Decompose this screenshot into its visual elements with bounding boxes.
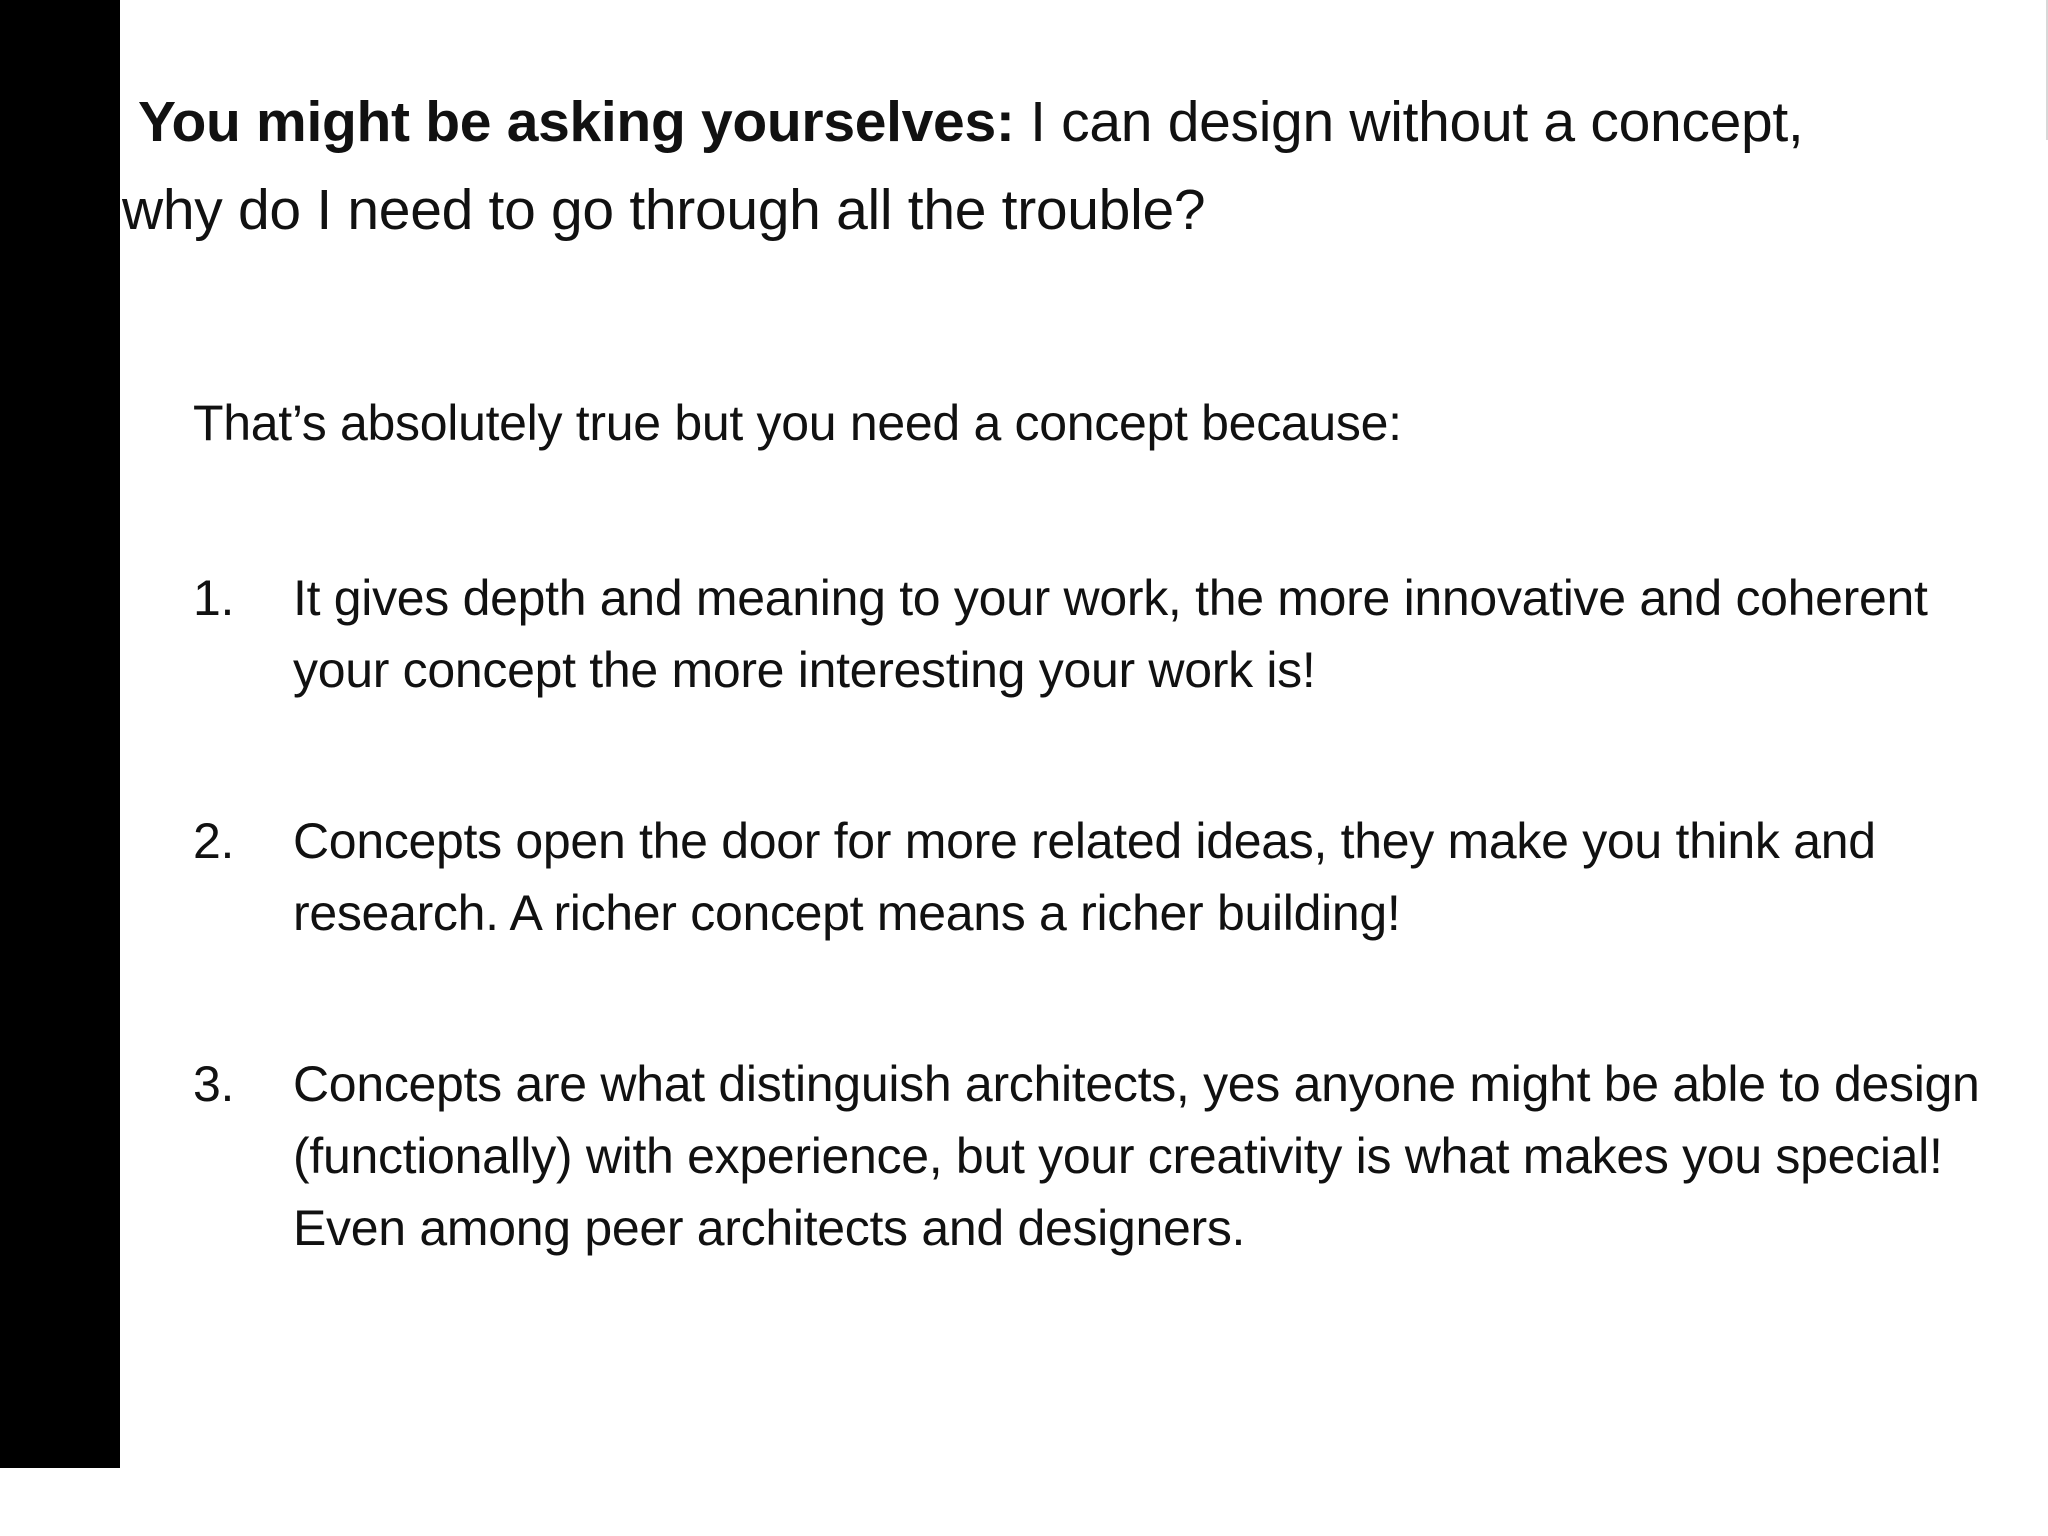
- heading-line1-rest: I can design without a concept,: [1014, 90, 1804, 154]
- list-item: [193, 562, 1993, 706]
- slide-heading: [122, 78, 2002, 254]
- heading-lead: You might be asking yourselves:: [138, 90, 1015, 154]
- heading-line2: why do I need to go through all the trouble?: [122, 178, 1206, 242]
- list-item-number: 2.: [193, 813, 235, 869]
- list-item: [193, 805, 1993, 949]
- list-item-text: It gives depth and meaning to your work, the more innovative and coherent your concept the more interesting your work is!: [293, 570, 1928, 698]
- intro-text: That’s absolutely true but you need a concept because:: [193, 395, 1402, 451]
- list-item-text: Concepts are what distinguish architects, yes anyone might be able to design (functionally) with experience, but your creativity is what makes you special! Even among peer architects and designers.: [293, 1056, 1980, 1256]
- list-item-number: 3.: [193, 1056, 235, 1112]
- list-item: [193, 1048, 1993, 1264]
- left-black-bar: [0, 0, 120, 1468]
- list-item-text: Concepts open the door for more related ideas, they make you think and research. A richer concept means a richer building!: [293, 813, 1876, 941]
- list-item-number: 1.: [193, 570, 235, 626]
